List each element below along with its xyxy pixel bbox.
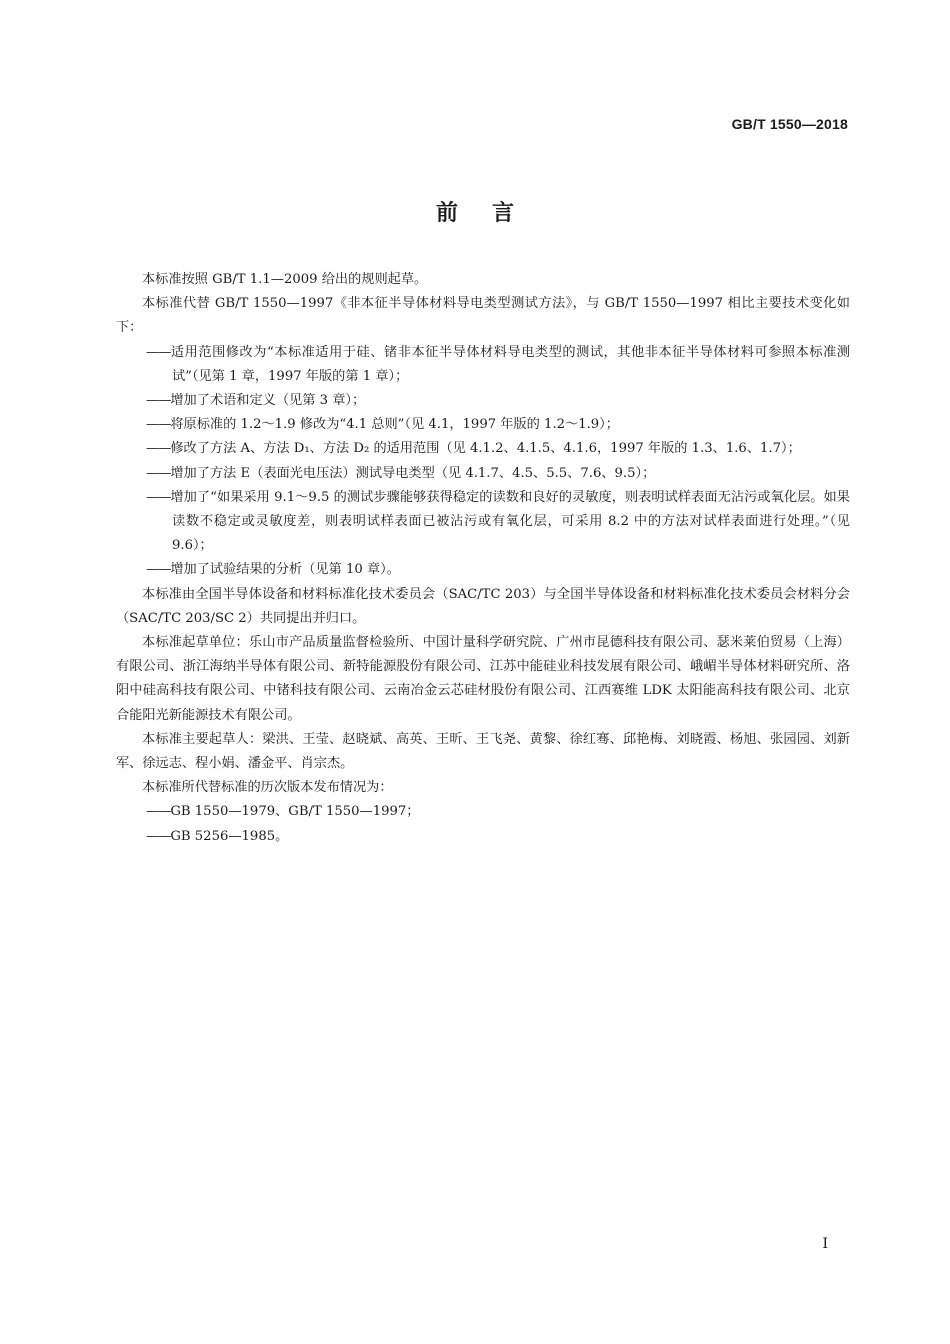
paragraph-drafters: 本标准主要起草人：梁洪、王莹、赵晓斌、高英、王昕、王飞尧、黄黎、徐红骞、邱艳梅、刘晓霞、杨旭、张园园、刘新军、徐远志、程小娟、潘金平、肖宗杰。 — [116, 731, 850, 772]
paragraph-replacement: 本标准代替 GB/T 1550—1997《非本征半导体材料导电类型测试方法》，与 GB/T 1550—1997 相比主要技术变化如下： — [116, 296, 850, 336]
history-item-1: —— GB 1550—1979、GB/T 1550—1997； — [116, 800, 850, 824]
change-item-terms: —— 增加了术语和定义（见第 3 章）； — [116, 389, 850, 413]
page-number: I — [822, 1236, 828, 1252]
history-item-2: —— GB 5256—1985。 — [116, 825, 850, 849]
change-item-stability: —— 增加了“如果采用 9.1～9.5 的测试步骤能够获得稳定的读数和良好的灵敏度，则表明试样表面无沾污或氧化层。如果读数不稳定或灵敏度差，则表明试样表面已被沾污或有氧化层，可采用 8.2 中的方法对试样表面进行处理。”（见 9.6）； — [116, 486, 850, 559]
change-item-general: —— 将原标准的 1.2～1.9 修改为“4.1 总则”（见 4.1，1997 年版的 1.2～1.9）； — [116, 413, 850, 437]
document-body — [116, 268, 850, 849]
change-item-method-e: —— 增加了方法 E（表面光电压法）测试导电类型（见 4.1.7、4.5、5.5、7.6、9.5）； — [116, 462, 850, 486]
paragraph-drafting-rules: 本标准按照 GB/T 1.1—2009 给出的规则起草。 — [142, 272, 428, 287]
change-item-analysis: —— 增加了试验结果的分析（见第 10 章）。 — [116, 558, 850, 582]
change-item-scope: —— 适用范围修改为“本标准适用于硅、锗非本征半导体材料导电类型的测试，其他非本征半导体材料可参照本标准测试”（见第 1 章，1997 年版的第 1 章）； — [116, 341, 850, 389]
standard-code: GB/T 1550—2018 — [731, 116, 848, 132]
paragraph-history-intro: 本标准所代替标准的历次版本发布情况为： — [142, 780, 393, 796]
paragraph-drafting-units: 本标准起草单位：乐山市产品质量监督检验所、中国计量科学研究院、广州市昆德科技有限公司、瑟米莱伯贸易（上海）有限公司、浙江海纳半导体有限公司、新特能源股份有限公司、江苏中能硅业科技发展有限公司、峨嵋半导体材料研究所、洛阳中硅高科技有限公司、中锗科技有限公司、云南冶金云芯硅材股份有限公司、江西赛维 LDK 太阳能高科技有限公司、北京合能阳光新能源技术有限公司。 — [116, 635, 850, 723]
paragraph-committee: 本标准由全国半导体设备和材料标准化技术委员会（SAC/TC 203）与全国半导体设备和材料标准化技术委员会材料分会（SAC/TC 203/SC 2）共同提出并归口。 — [116, 586, 850, 626]
page-title: 前言 — [435, 201, 548, 226]
change-item-methods: —— 修改了方法 A、方法 D₁、方法 D₂ 的适用范围（见 4.1.2、4.1.5、4.1.6，1997 年版的 1.3、1.6、1.7）； — [116, 437, 850, 461]
